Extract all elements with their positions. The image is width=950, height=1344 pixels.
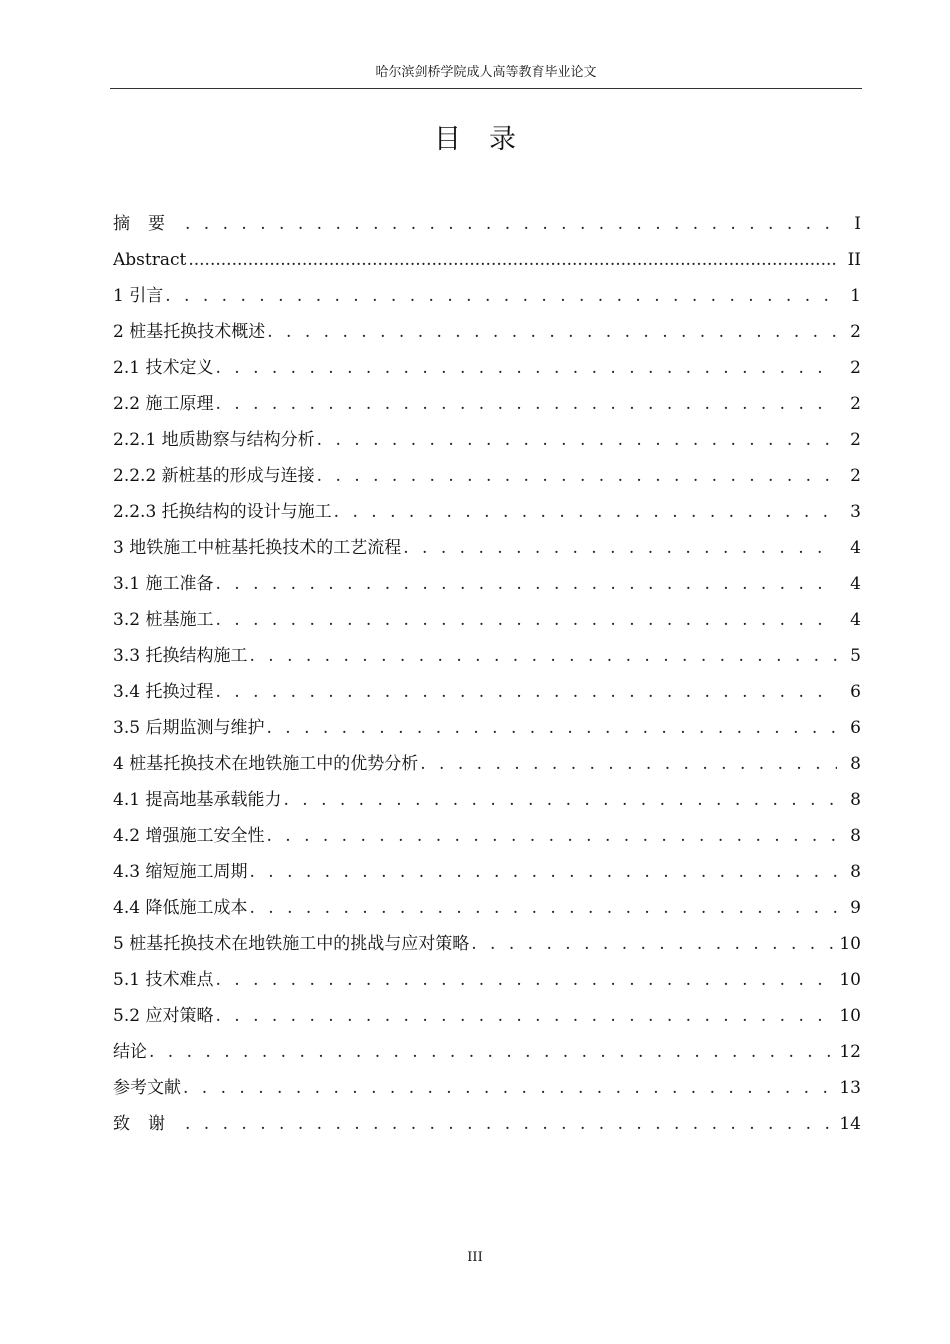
toc-leader-dots: [213, 674, 837, 710]
toc-entry-page: 4: [850, 538, 861, 558]
toc-entry[interactable]: [113, 422, 861, 458]
toc-entry-abstract-en[interactable]: [113, 242, 861, 278]
toc-entry-page: 13: [839, 1078, 861, 1098]
toc-leader-dots: [183, 1106, 837, 1142]
toc-entry-page: 14: [839, 1114, 861, 1134]
header-rule: [110, 88, 862, 89]
toc-entry[interactable]: [113, 710, 861, 746]
toc-entry-page: 8: [850, 754, 861, 774]
toc-entry-page: 2: [850, 430, 861, 450]
toc-entry[interactable]: [113, 350, 861, 386]
toc-leader-dots: [213, 386, 837, 422]
toc-entry[interactable]: [113, 602, 861, 638]
page-number: III: [467, 1250, 483, 1265]
toc-entry-page: 8: [850, 862, 861, 882]
toc-entry-label: 5 桩基托换技术在地铁施工中的挑战与应对策略: [113, 934, 470, 954]
toc-entry-page: 2: [850, 394, 861, 414]
toc-entry-page: 6: [850, 718, 861, 738]
toc-entry-page: 10: [839, 934, 861, 954]
toc-entry-page: 5: [850, 646, 861, 666]
page-title: 目录: [434, 124, 544, 155]
toc-entry-label: 4.4 降低施工成本: [113, 898, 248, 918]
toc-entry-page: 8: [850, 790, 861, 810]
toc-leader-dots: [469, 926, 837, 962]
toc-entry-label: 2.2.1 地质勘察与结构分析: [113, 430, 315, 450]
toc-leader-dots: [186, 242, 837, 278]
toc-entry-page: 2: [850, 466, 861, 486]
toc-leader-dots: [315, 458, 837, 494]
toc-entry-label: 2.2.2 新桩基的形成与连接: [113, 466, 315, 486]
toc-entry[interactable]: [113, 890, 861, 926]
toc-entry-label: 3.3 托换结构施工: [113, 646, 248, 666]
toc-leader-dots: [247, 854, 837, 890]
toc-entry-label: 1 引言: [113, 286, 164, 306]
toc-entry-page: 2: [850, 322, 861, 342]
toc-entry-conclusion[interactable]: [113, 1034, 861, 1070]
toc-entry[interactable]: [113, 926, 861, 962]
toc-entry[interactable]: [113, 566, 861, 602]
toc-entry-label: 2.2 施工原理: [113, 394, 214, 414]
toc-entry-label: 5.1 技术难点: [113, 970, 214, 990]
toc-entry-label: 致谢: [113, 1114, 183, 1134]
toc-leader-dots: [264, 818, 837, 854]
toc-entry-label: 3.4 托换过程: [113, 682, 214, 702]
toc-entry-label: 3.2 桩基施工: [113, 610, 214, 630]
toc-entry-page: II: [847, 250, 861, 270]
toc-entry-label: 5.2 应对策略: [113, 1006, 214, 1026]
toc-entry-page: 4: [850, 574, 861, 594]
toc-leader-dots: [213, 602, 837, 638]
toc-entry-page: 12: [839, 1042, 861, 1062]
toc-entry-page: 2: [850, 358, 861, 378]
toc-entry-page: 10: [839, 970, 861, 990]
toc-entry-label: 4.2 增强施工安全性: [113, 826, 265, 846]
toc-entry[interactable]: [113, 818, 861, 854]
toc-entry-page: 1: [850, 286, 861, 306]
toc-entry-label: 参考文献: [113, 1078, 181, 1098]
toc-entry[interactable]: [113, 638, 861, 674]
toc-entry-label: Abstract: [113, 250, 187, 270]
toc-leader-dots: [163, 278, 837, 314]
toc-entry-references[interactable]: [113, 1070, 861, 1106]
toc-leader-dots: [213, 962, 837, 998]
toc-entry-page: 6: [850, 682, 861, 702]
toc-leader-dots: [315, 422, 837, 458]
toc-leader-dots: [181, 1070, 837, 1106]
toc-leader-dots: [418, 746, 837, 782]
toc-entry[interactable]: [113, 782, 861, 818]
toc-entry[interactable]: [113, 962, 861, 998]
toc-entry[interactable]: [113, 314, 861, 350]
toc-entry-page: 9: [850, 898, 861, 918]
toc-leader-dots: [281, 782, 837, 818]
toc-entry[interactable]: [113, 746, 861, 782]
toc-leader-dots: [147, 1034, 837, 1070]
toc-entry-page: 4: [850, 610, 861, 630]
toc-leader-dots: [213, 350, 837, 386]
toc-entry-label: 结论: [113, 1042, 147, 1062]
toc-entry[interactable]: [113, 458, 861, 494]
toc-leader-dots: [183, 206, 837, 242]
toc-leader-dots: [213, 566, 837, 602]
toc-entry[interactable]: [113, 386, 861, 422]
toc-leader-dots: [264, 710, 837, 746]
toc-entry-label: 摘要: [113, 214, 183, 234]
toc-leader-dots: [332, 494, 837, 530]
toc-entry-page: 3: [850, 502, 861, 522]
toc-entry-label: 2.2.3 托换结构的设计与施工: [113, 502, 332, 522]
toc-entry-abstract-cn[interactable]: [113, 206, 861, 242]
toc-entry-label: 2.1 技术定义: [113, 358, 214, 378]
toc-entry-label: 3.1 施工准备: [113, 574, 214, 594]
table-of-contents: [113, 206, 861, 1142]
toc-leader-dots: [213, 998, 837, 1034]
toc-entry[interactable]: [113, 494, 861, 530]
toc-entry[interactable]: [113, 530, 861, 566]
toc-entry-label: 4.1 提高地基承载能力: [113, 790, 282, 810]
toc-entry-label: 3.5 后期监测与维护: [113, 718, 265, 738]
toc-entry[interactable]: [113, 854, 861, 890]
toc-entry-label: 4.3 缩短施工周期: [113, 862, 248, 882]
toc-entry[interactable]: [113, 278, 861, 314]
toc-entry-label: 4 桩基托换技术在地铁施工中的优势分析: [113, 754, 419, 774]
toc-leader-dots: [265, 314, 837, 350]
toc-entry-acknowledgements[interactable]: [113, 1106, 861, 1142]
toc-leader-dots: [401, 530, 837, 566]
toc-entry-label: 2 桩基托换技术概述: [113, 322, 266, 342]
toc-entry[interactable]: [113, 998, 861, 1034]
toc-entry-page: I: [854, 214, 861, 234]
toc-entry-page: 8: [850, 826, 861, 846]
toc-entry[interactable]: [113, 674, 861, 710]
toc-entry-page: 10: [839, 1006, 861, 1026]
page-header: 哈尔滨剑桥学院成人高等教育毕业论文: [375, 65, 597, 80]
toc-leader-dots: [247, 638, 837, 674]
toc-entry-label: 3 地铁施工中桩基托换技术的工艺流程: [113, 538, 402, 558]
toc-leader-dots: [247, 890, 837, 926]
